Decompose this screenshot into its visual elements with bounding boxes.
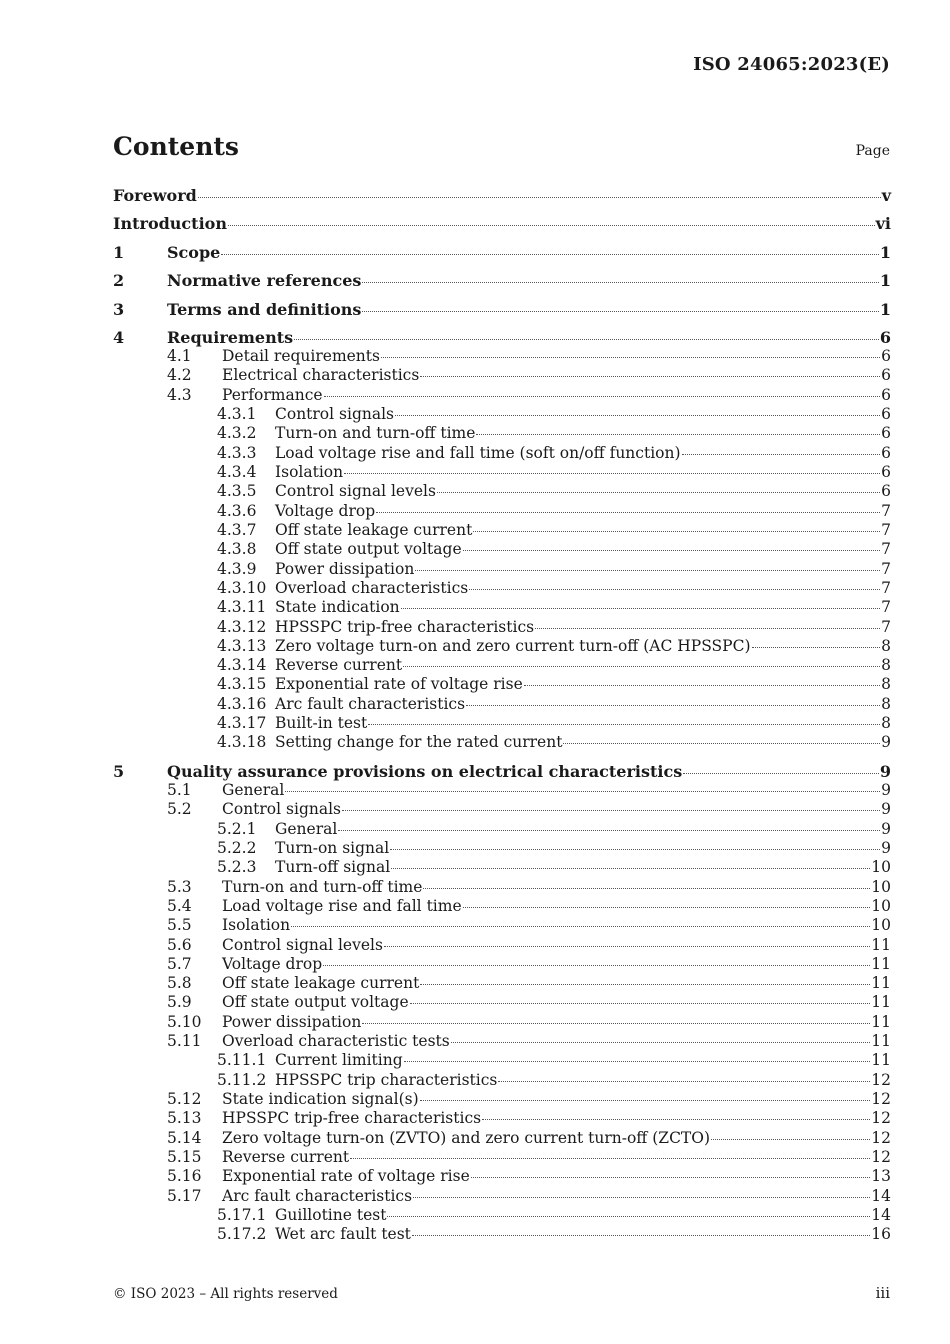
toc-entry[interactable] (113, 214, 891, 234)
dot-leader (711, 1138, 870, 1140)
toc-entry[interactable] (113, 560, 891, 580)
dot-leader (324, 395, 881, 397)
toc-entry-page: 6 (881, 405, 891, 423)
toc-entry[interactable] (113, 733, 891, 753)
toc-entry-number: 4.3.2 (217, 424, 257, 442)
toc-entry-title: Turn-off signal (275, 858, 391, 876)
toc-entry-page: 8 (881, 637, 891, 655)
toc-entry-page: 12 (871, 1129, 891, 1147)
toc-entry-title: General (222, 781, 285, 799)
toc-entry-number: 4.3.8 (217, 540, 257, 558)
dot-leader (463, 549, 881, 551)
toc-entry-title: Arc fault characteristics (275, 695, 466, 713)
toc-entry[interactable] (113, 424, 891, 444)
dot-leader (362, 281, 878, 283)
toc-entry[interactable] (113, 598, 891, 618)
toc-entry-number: 5.13 (167, 1109, 202, 1127)
toc-entry-number: 5.8 (167, 974, 192, 992)
dot-leader (294, 338, 879, 340)
toc-entry-title: Foreword (113, 186, 197, 205)
page-column-label: Page (855, 143, 890, 159)
dot-leader (338, 829, 880, 831)
toc-entry-title: Current limiting (275, 1051, 403, 1069)
toc-entry[interactable] (113, 695, 891, 715)
toc-entry-page: 6 (881, 463, 891, 481)
toc-entry[interactable] (113, 271, 891, 291)
toc-entry-number: 4 (113, 328, 125, 347)
dot-leader (323, 964, 870, 966)
dot-leader (362, 310, 878, 312)
toc-entry-title: Reverse current (222, 1148, 350, 1166)
toc-entry[interactable] (113, 618, 891, 638)
toc-entry[interactable] (113, 1032, 891, 1052)
toc-entry-number: 4.3.9 (217, 560, 257, 578)
dot-leader (391, 867, 870, 869)
contents-title: Contents (113, 132, 240, 161)
toc-entry-title: Setting change for the rated current (275, 733, 563, 751)
toc-entry[interactable] (113, 1187, 891, 1207)
toc-entry-number: 1 (113, 243, 125, 262)
toc-entry-title: Isolation (275, 463, 344, 481)
toc-entry[interactable] (113, 444, 891, 464)
toc-entry[interactable] (113, 463, 891, 483)
toc-entry-number: 4.3.18 (217, 733, 267, 751)
toc-entry-title: Scope (167, 243, 221, 262)
toc-entry-number: 5.11.2 (217, 1071, 267, 1089)
toc-entry-number: 5.17.1 (217, 1206, 267, 1224)
dot-leader (563, 742, 880, 744)
toc-entry[interactable] (113, 974, 891, 994)
toc-entry-page: 10 (871, 916, 891, 934)
toc-entry-number: 5.14 (167, 1129, 202, 1147)
toc-entry-number: 5.12 (167, 1090, 202, 1108)
toc-entry-number: 4.3.13 (217, 637, 267, 655)
toc-entry-page: 11 (871, 1051, 891, 1069)
toc-entry-title: Electrical characteristics (222, 366, 420, 384)
toc-entry-number: 5.2 (167, 800, 192, 818)
toc-entry-number: 5.17 (167, 1187, 202, 1205)
toc-entry[interactable] (113, 800, 891, 820)
toc-entry-number: 4.3.1 (217, 405, 257, 423)
toc-entry-title: Control signal levels (222, 936, 383, 954)
toc-entry-number: 5.7 (167, 955, 192, 973)
dot-leader (535, 627, 880, 629)
toc-entry-title: HPSSPC trip characteristics (275, 1071, 498, 1089)
dot-leader (381, 356, 880, 358)
footer-copyright: © ISO 2023 – All rights reserved (113, 1286, 338, 1302)
toc-entry-number: 5.2.3 (217, 858, 257, 876)
toc-entry-title: Terms and definitions (167, 300, 362, 319)
toc-entry-page: 8 (881, 695, 891, 713)
toc-entry-title: Turn-on and turn-off time (222, 878, 423, 896)
toc-entry[interactable] (113, 858, 891, 878)
toc-entry[interactable] (113, 1013, 891, 1033)
toc-entry-title: Power dissipation (275, 560, 415, 578)
dot-leader (221, 253, 879, 255)
toc-entry-number: 4.3 (167, 386, 192, 404)
toc-entry-number: 5.17.2 (217, 1225, 267, 1243)
toc-entry-page: 8 (881, 656, 891, 674)
toc-entry-number: 4.3.3 (217, 444, 257, 462)
toc-entry-title: Detail requirements (222, 347, 380, 365)
toc-entry-page: 14 (871, 1206, 891, 1224)
toc-entry-number: 5.15 (167, 1148, 202, 1166)
toc-entry-page: 7 (881, 598, 891, 616)
toc-entry-title: Overload characteristic tests (222, 1032, 450, 1050)
toc-entry-page: 7 (881, 560, 891, 578)
toc-entry-page: 9 (881, 733, 891, 751)
toc-entry-page: 6 (881, 347, 891, 365)
toc-entry-title: Overload characteristics (275, 579, 469, 597)
toc-entry-page: 10 (871, 897, 891, 915)
dot-leader (368, 723, 880, 725)
toc-entry-page: 11 (871, 1032, 891, 1050)
footer-page-number: iii (875, 1284, 890, 1302)
toc-entry-number: 5.9 (167, 993, 192, 1011)
toc-entry-page: 12 (871, 1090, 891, 1108)
toc-entry-number: 4.3.7 (217, 521, 257, 539)
toc-entry-number: 5.16 (167, 1167, 202, 1185)
toc-entry-page: 7 (881, 579, 891, 597)
dot-leader (683, 772, 879, 774)
toc-entry[interactable] (113, 762, 891, 782)
toc-entry-title: Load voltage rise and fall time (222, 897, 462, 915)
dot-leader (390, 848, 880, 850)
toc-entry[interactable] (113, 781, 891, 801)
toc-entry[interactable] (113, 579, 891, 599)
toc-entry[interactable] (113, 955, 891, 975)
toc-entry-page: 1 (879, 271, 891, 290)
toc-entry-title: Guillotine test (275, 1206, 387, 1224)
toc-entry[interactable] (113, 637, 891, 657)
toc-entry-number: 3 (113, 300, 125, 319)
toc-entry[interactable] (113, 675, 891, 695)
toc-entry-number: 5.11.1 (217, 1051, 267, 1069)
toc-entry-title: Off state leakage current (222, 974, 420, 992)
toc-entry[interactable] (113, 916, 891, 936)
dot-leader (420, 983, 870, 985)
toc-entry-page: 6 (881, 482, 891, 500)
toc-entry-number: 4.3.6 (217, 502, 257, 520)
toc-entry[interactable] (113, 300, 891, 320)
toc-entry-page: 11 (871, 993, 891, 1011)
toc-entry-title: Normative references (167, 271, 362, 290)
dot-leader (395, 414, 880, 416)
dot-leader (423, 887, 870, 889)
dot-leader (362, 1022, 870, 1024)
toc-entry[interactable] (113, 386, 891, 406)
toc-entry-title: HPSSPC trip-free characteristics (275, 618, 535, 636)
dot-leader (384, 945, 870, 947)
toc-entry-page: 9 (881, 839, 891, 857)
toc-entry-page: 7 (881, 618, 891, 636)
dot-leader (469, 588, 880, 590)
toc-entry-title: Off state output voltage (275, 540, 462, 558)
toc-entry-title: Off state output voltage (222, 993, 409, 1011)
dot-leader (415, 569, 880, 571)
toc-entry-number: 5.2.1 (217, 820, 257, 838)
toc-entry-page: 11 (871, 936, 891, 954)
toc-entry-title: Quality assurance provisions on electrical characteristics (167, 762, 683, 781)
toc-entry-title: General (275, 820, 338, 838)
toc-entry-title: Control signal levels (275, 482, 436, 500)
dot-leader (410, 1002, 871, 1004)
dot-leader (413, 1196, 870, 1198)
toc-entry-page: 7 (881, 502, 891, 520)
dot-leader (752, 646, 881, 648)
toc-entry-number: 4.3.5 (217, 482, 257, 500)
toc-entry-title: State indication signal(s) (222, 1090, 419, 1108)
dot-leader (420, 375, 880, 377)
toc-entry-title: Exponential rate of voltage rise (275, 675, 523, 693)
toc-entry-page: 10 (871, 858, 891, 876)
dot-leader (404, 1060, 871, 1062)
toc-entry[interactable] (113, 820, 891, 840)
toc-entry-title: Power dissipation (222, 1013, 362, 1031)
toc-entry-page: 8 (881, 714, 891, 732)
toc-entry-page: 6 (881, 424, 891, 442)
toc-entry-title: State indication (275, 598, 400, 616)
toc-entry-number: 4.2 (167, 366, 192, 384)
toc-entry[interactable] (113, 897, 891, 917)
toc-entry[interactable] (113, 1071, 891, 1091)
toc-entry-title: Introduction (113, 214, 227, 233)
toc-entry[interactable] (113, 878, 891, 898)
toc-entry-page: 14 (871, 1187, 891, 1205)
toc-entry-page: 9 (881, 781, 891, 799)
toc-entry[interactable] (113, 1129, 891, 1149)
toc-entry-page: v (881, 186, 891, 205)
toc-entry-title: Built-in test (275, 714, 368, 732)
toc-entry-page: 12 (871, 1109, 891, 1127)
toc-entry-page: 9 (881, 800, 891, 818)
toc-entry-number: 4.3.16 (217, 695, 267, 713)
toc-entry-title: Exponential rate of voltage rise (222, 1167, 470, 1185)
toc-entry-page: 1 (879, 243, 891, 262)
toc-entry-number: 5.5 (167, 916, 192, 934)
dot-leader (682, 453, 881, 455)
toc-entry-page: vi (875, 214, 891, 233)
dot-leader (285, 790, 880, 792)
toc-entry-number: 5.2.2 (217, 839, 257, 857)
toc-entry-page: 6 (879, 328, 891, 347)
toc-entry-number: 5.11 (167, 1032, 202, 1050)
toc-entry-number: 4.1 (167, 347, 192, 365)
toc-entry[interactable] (113, 405, 891, 425)
toc-entry[interactable] (113, 1051, 891, 1071)
toc-entry[interactable] (113, 936, 891, 956)
dot-leader (291, 925, 870, 927)
toc-entry[interactable] (113, 1225, 891, 1245)
toc-entry-title: Voltage drop (222, 955, 323, 973)
toc-entry-number: 5 (113, 762, 125, 781)
toc-entry[interactable] (113, 540, 891, 560)
toc-entry[interactable] (113, 1167, 891, 1187)
dot-leader (376, 511, 880, 513)
document-id: ISO 24065:2023(E) (693, 54, 890, 75)
toc-entry-number: 4.3.11 (217, 598, 267, 616)
toc-entry[interactable] (113, 366, 891, 386)
toc-entry-title: Control signals (275, 405, 394, 423)
dot-leader (344, 472, 880, 474)
toc-entry[interactable] (113, 521, 891, 541)
toc-entry[interactable] (113, 993, 891, 1013)
toc-entry-number: 5.6 (167, 936, 192, 954)
dot-leader (403, 665, 880, 667)
toc-entry-title: Control signals (222, 800, 341, 818)
toc-entry-title: Isolation (222, 916, 291, 934)
toc-entry-number: 4.3.15 (217, 675, 267, 693)
toc-entry[interactable] (113, 1090, 891, 1110)
toc-entry[interactable] (113, 502, 891, 522)
dot-leader (401, 607, 880, 609)
dot-leader (228, 224, 875, 226)
toc-entry-title: Arc fault characteristics (222, 1187, 413, 1205)
toc-entry-title: Reverse current (275, 656, 403, 674)
toc-entry-title: Zero voltage turn-on (ZVTO) and zero current turn-off (ZCTO) (222, 1129, 711, 1147)
toc-entry-page: 8 (881, 675, 891, 693)
toc-entry-title: Turn-on and turn-off time (275, 424, 476, 442)
dot-leader (466, 704, 880, 706)
dot-leader (524, 684, 880, 686)
toc-entry[interactable] (113, 656, 891, 676)
toc-entry[interactable] (113, 482, 891, 502)
toc-entry[interactable] (113, 839, 891, 859)
toc-entry[interactable] (113, 714, 891, 734)
toc-entry[interactable] (113, 1148, 891, 1168)
dot-leader (471, 1176, 871, 1178)
toc-entry-page: 12 (871, 1148, 891, 1166)
toc-entry-page: 10 (871, 878, 891, 896)
dot-leader (387, 1215, 870, 1217)
dot-leader (482, 1118, 870, 1120)
toc-entry-page: 16 (871, 1225, 891, 1243)
toc-entry-page: 7 (881, 521, 891, 539)
toc-entry-page: 9 (879, 762, 891, 781)
toc-entry-title: Zero voltage turn-on and zero current turn-off (AC HPSSPC) (275, 637, 751, 655)
toc-entry-title: HPSSPC trip-free characteristics (222, 1109, 482, 1127)
toc-entry-page: 11 (871, 974, 891, 992)
toc-entry-number: 5.4 (167, 897, 192, 915)
toc-entry-number: 4.3.4 (217, 463, 257, 481)
toc-entry-number: 4.3.10 (217, 579, 267, 597)
toc-entry-page: 11 (871, 955, 891, 973)
toc-entry-number: 4.3.12 (217, 618, 267, 636)
dot-leader (498, 1080, 870, 1082)
toc-entry-page: 13 (871, 1167, 891, 1185)
toc-entry[interactable] (113, 243, 891, 263)
dot-leader (342, 809, 880, 811)
dot-leader (350, 1157, 870, 1159)
toc-entry[interactable] (113, 1206, 891, 1226)
toc-entry-title: Performance (222, 386, 323, 404)
toc-entry-title: Turn-on signal (275, 839, 390, 857)
toc-entry-page: 6 (881, 366, 891, 384)
toc-entry[interactable] (113, 347, 891, 367)
toc-entry[interactable] (113, 186, 891, 206)
dot-leader (412, 1234, 870, 1236)
toc-entry-page: 11 (871, 1013, 891, 1031)
dot-leader (451, 1041, 871, 1043)
toc-entry-title: Load voltage rise and fall time (soft on/off function) (275, 444, 681, 462)
toc-entry-number: 4.3.17 (217, 714, 267, 732)
dot-leader (437, 491, 880, 493)
toc-entry-title: Voltage drop (275, 502, 376, 520)
toc-entry-page: 12 (871, 1071, 891, 1089)
dot-leader (473, 530, 880, 532)
dot-leader (420, 1099, 871, 1101)
toc-entry-page: 9 (881, 820, 891, 838)
toc-entry[interactable] (113, 328, 891, 348)
toc-entry-page: 7 (881, 540, 891, 558)
toc-entry-number: 5.3 (167, 878, 192, 896)
toc-entry-page: 6 (881, 386, 891, 404)
toc-entry-page: 6 (881, 444, 891, 462)
toc-entry-title: Requirements (167, 328, 294, 347)
toc-entry-number: 2 (113, 271, 125, 290)
toc-entry-title: Off state leakage current (275, 521, 473, 539)
dot-leader (463, 906, 871, 908)
toc-entry-number: 5.1 (167, 781, 192, 799)
toc-entry[interactable] (113, 1109, 891, 1129)
dot-leader (198, 196, 881, 198)
toc-entry-title: Wet arc fault test (275, 1225, 411, 1243)
toc-entry-page: 1 (879, 300, 891, 319)
toc-entry-number: 5.10 (167, 1013, 202, 1031)
toc-entry-number: 4.3.14 (217, 656, 267, 674)
dot-leader (476, 433, 880, 435)
